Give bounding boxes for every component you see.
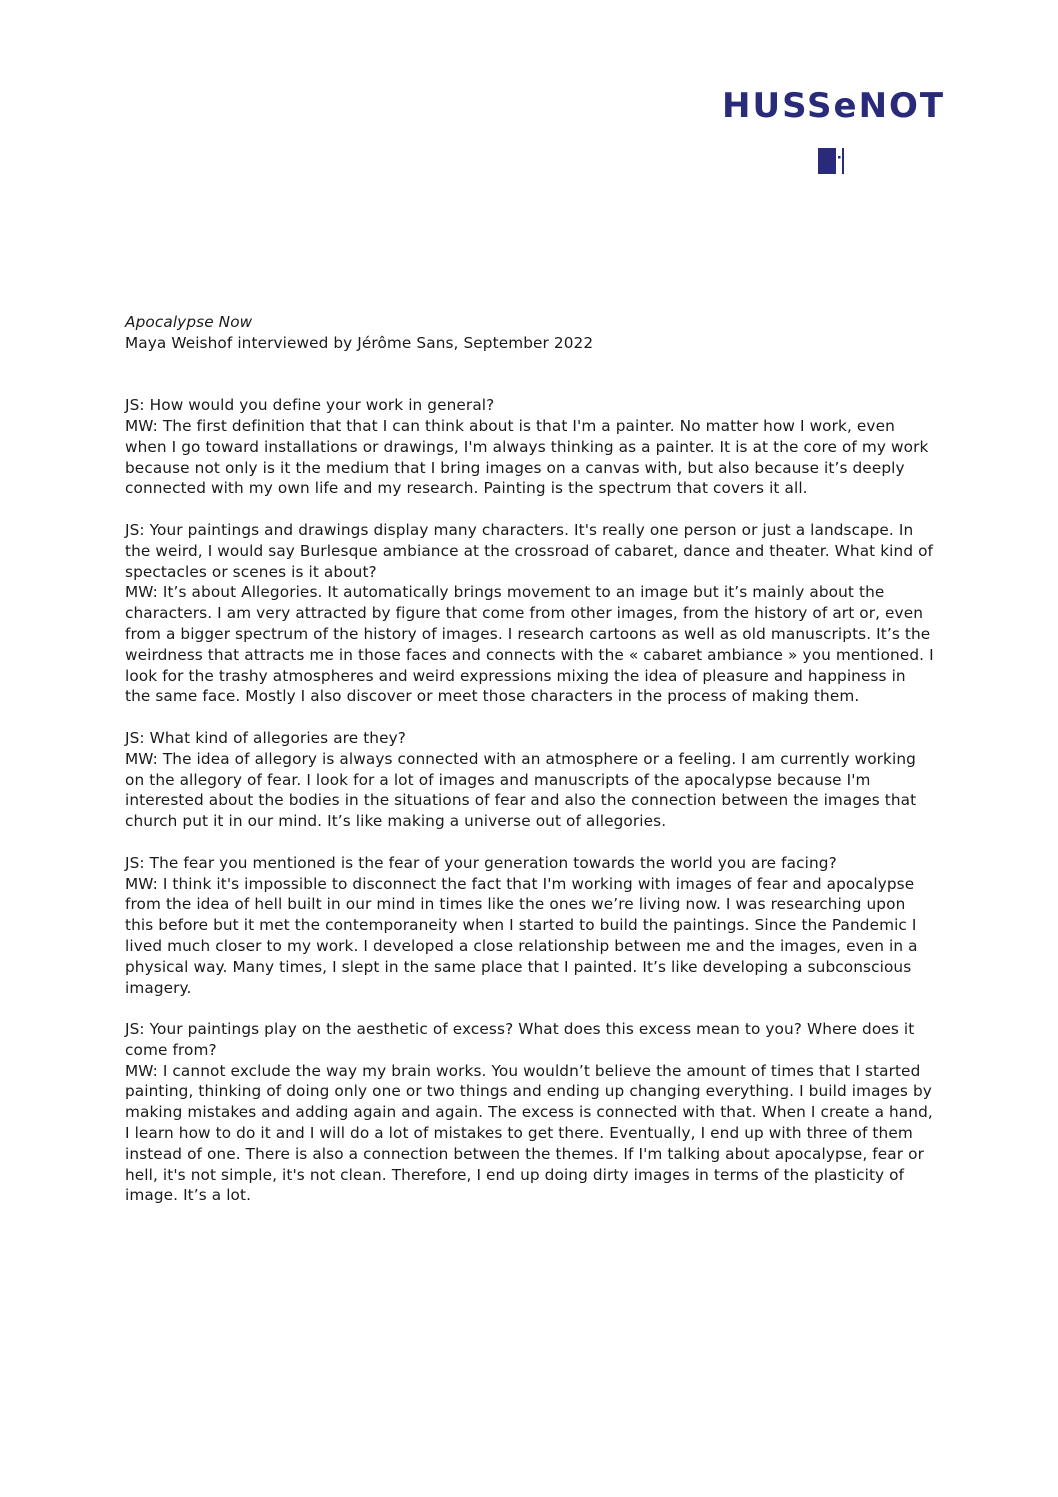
interview-question: JS: How would you define your work in general? [125, 396, 495, 415]
interview-block [125, 1019, 935, 1206]
logo-wordmark: HUSSeNOT [722, 86, 946, 126]
interview-answer: MW: I cannot exclude the way my brain works. You wouldn’t believe the amount of times that I started painting, thinking of doing only one or two things and ending up changing everything. I build images by making mistakes and adding again and again. The excess is connected with that. When I create a hand, I learn how to do it and I will do a lot of mistakes to get there. Eventually, I end up with three of them instead of one. There is also a connection between the themes. If I'm talking about apocalypse, fear or hell, it's not simple, it's not clean. Therefore, I end up doing dirty images in terms of the plasticity of image. It’s a lot. [125, 1061, 933, 1205]
interview-block [125, 520, 935, 707]
interview-answer: MW: The first definition that that I can think about is that I'm a painter. No matter how I work, even when I go toward installations or drawings, I'm always thinking as a painter. It is at the core of my work because not only is it the medium that I bring images on a canvas with, but also because it’s deeply connected with my own life and my research. Painting is the spectrum that covers it all. [125, 416, 929, 498]
interview-block [125, 395, 935, 499]
interview-answer: MW: I think it's impossible to disconnect the fact that I'm working with images of fear and apocalypse from the idea of hell built in our mind in times like the ones we’re living now. I was researching upon this before but it met the contemporaneity when I started to build the paintings. Since the Pandemic I lived much closer to my work. I developed a close relationship between me and the images, even in a physical way. Many times, I slept in the same place that I painted. It’s like developing a subconscious imagery. [125, 874, 918, 997]
interview-block [125, 728, 935, 832]
gallery-logo [718, 86, 958, 186]
document-body [125, 312, 935, 1227]
interview-question: JS: Your paintings play on the aesthetic of excess? What does this excess mean to you? Where does it come from? [125, 1020, 915, 1059]
document-subtitle: Maya Weishof interviewed by Jérôme Sans, September 2022 [125, 333, 594, 352]
interview-answer: MW: The idea of allegory is always connected with an atmosphere or a feeling. I am currently working on the allegory of fear. I look for a lot of images and manuscripts of the apocalypse because I'm interested about the bodies in the situations of fear and also the connection between the images that church put it in our mind. It’s like making a universe out of allegories. [125, 749, 917, 831]
interview-answer: MW: It’s about Allegories. It automatically brings movement to an image but it’s mainly about the characters. I am very attracted by figure that come from other images, from the history of art or, even from a bigger spectrum of the history of images. I research cartoons as well as old manuscripts. It’s the weirdness that attracts me in those faces and connects with the « cabaret ambiance » you mentioned. I look for the trashy atmospheres and weird expressions mixing the idea of pleasure and happiness in the same face. Mostly I also discover or meet those characters in the process of making them. [125, 583, 934, 706]
interview-question: JS: What kind of allegories are they? [125, 728, 406, 747]
interview-block [125, 853, 935, 999]
interview-question: JS: Your paintings and drawings display many characters. It's really one person or just a landscape. In the weird, I would say Burlesque ambiance at the crossroad of cabaret, dance and theater. What kind of spectacles or scenes is it about? [125, 520, 934, 581]
interview-question: JS: The fear you mentioned is the fear of your generation towards the world you are facing? [125, 853, 837, 872]
gallery-door-mark-icon [818, 148, 858, 174]
document-title: Apocalypse Now [125, 313, 253, 331]
